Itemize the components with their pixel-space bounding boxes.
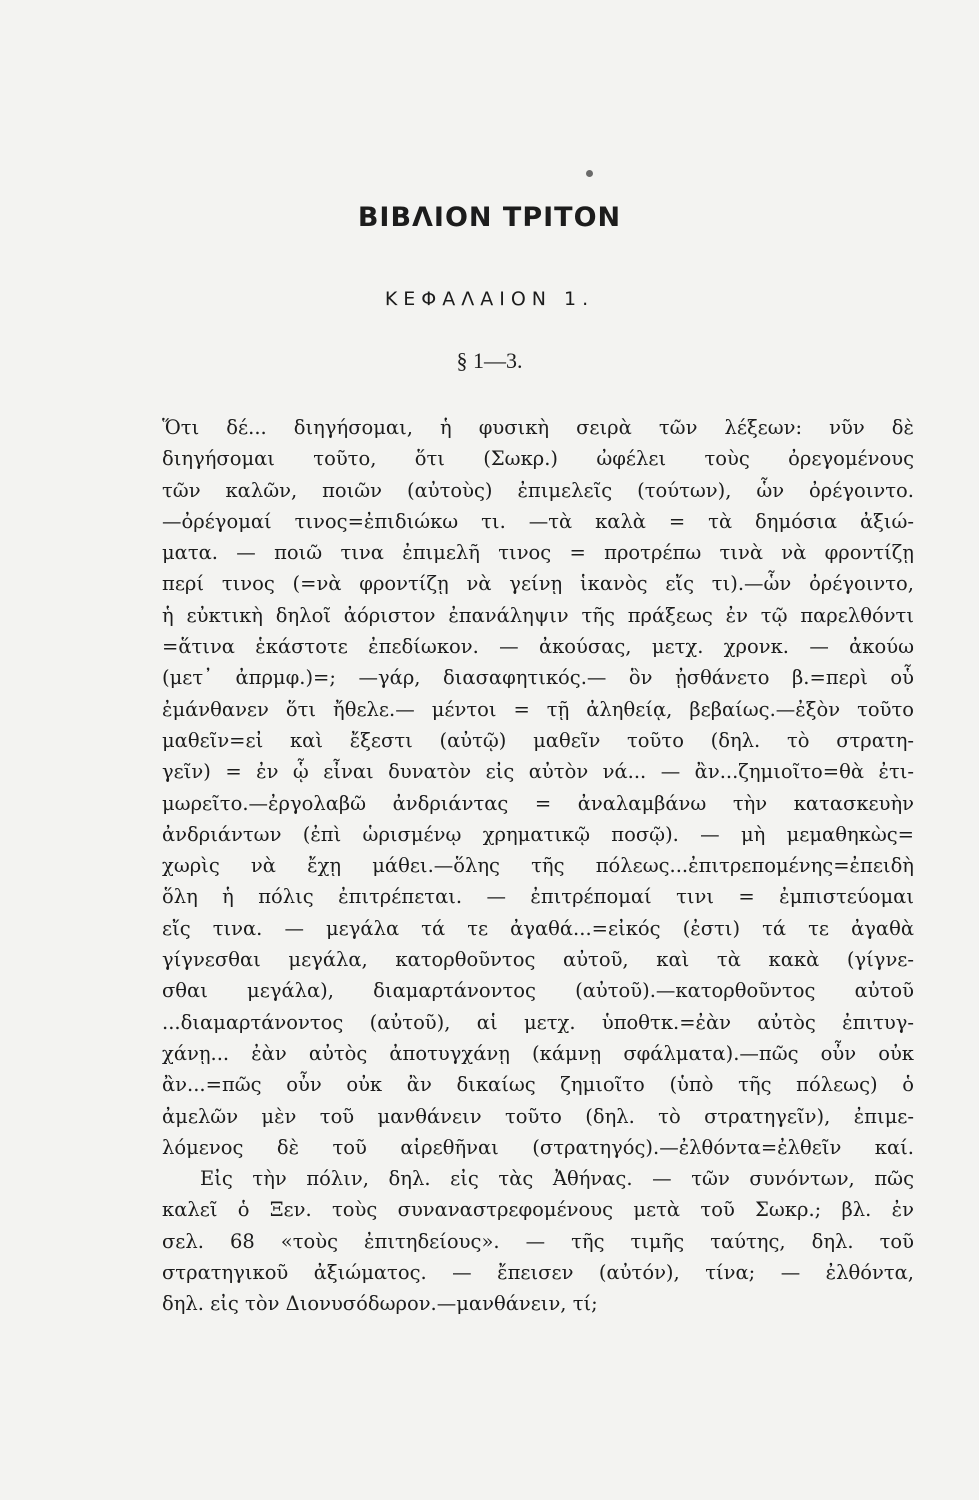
text-line: χάνῃ... ἐὰν αὐτὸς ἀποτυγχάνῃ (κάμνῃ σφάλματα).—πῶς οὖν οὐκ <box>162 1041 914 1065</box>
chapter-title: ΚΕΦΑΛΑΙΟΝ 1. <box>384 288 595 310</box>
book-title: ΒΙΒΛΙΟΝ ΤΡΙΤΟΝ <box>357 202 622 233</box>
text-line: ἐμάνθανεν ὅτι ἤθελε.— μέντοι = τῇ ἀληθείᾳ, βεβαίως.—ἐξὸν τοῦτο <box>162 697 914 721</box>
text-line: δηλ. εἰς τὸν Διονυσόδωρον.—μανθάνειν, τί; <box>162 1292 598 1316</box>
text-line: τῶν καλῶν, ποιῶν (αὐτοὺς) ἐπιμελεῖς (τούτων), ὧν ὀρέγοιντο. <box>162 478 914 502</box>
text-line: καλεῖ ὁ Ξεν. τοὺς συναναστρεφομένους μετὰ τοῦ Σωκρ.; βλ. ἐν <box>162 1198 914 1222</box>
text-line: στρατηγικοῦ ἀξιώματος. — ἔπεισεν (αὐτόν), τίνα; — ἐλθόντα, <box>162 1261 914 1285</box>
text-line: ἂν...=πῶς οὖν οὐκ ἂν δικαίως ζημιοῖτο (ὑπὸ τῆς πόλεως) ὁ <box>162 1073 914 1097</box>
printed-dot-mark <box>586 170 593 177</box>
text-line: ὅλη ἡ πόλις ἐπιτρέπεται. — ἐπιτρέπομαί τινι = ἐμπιστεύομαι <box>162 885 914 909</box>
text-line: χωρὶς νὰ ἔχῃ μάθει.—ὅλης τῆς πόλεως...ἐπιτρεπομένης=ἐπειδὴ <box>162 854 914 878</box>
text-line: —ὀρέγομαί τινος=ἐπιδιώκω τι. —τὰ καλὰ = τὰ δημόσια ἀξιώ- <box>162 509 914 533</box>
text-line: ἀμελῶν μὲν τοῦ μανθάνειν τοῦτο (δηλ. τὸ στρατηγεῖν), ἐπιμε- <box>162 1104 914 1128</box>
text-line: ἀνδριάντων (ἐπὶ ὡρισμένῳ χρηματικῷ ποσῷ). — μὴ μεμαθηκὼς= <box>162 822 914 846</box>
text-line: γεῖν) = ἐν ᾧ εἶναι δυνατὸν εἰς αὐτὸν νά... — ἂν...ζημιοῖτο=θὰ ἐτι- <box>162 760 914 784</box>
text-line: μωρεῖτο.—ἐργολαβῶ ἀνδριάντας = ἀναλαμβάνω τὴν κατασκευὴν <box>162 791 914 815</box>
commentary-text <box>162 412 914 1320</box>
text-line: μαθεῖν=εἰ καὶ ἔξεστι (αὐτῷ) μαθεῖν τοῦτο (δηλ. τὸ στρατη- <box>162 728 914 752</box>
text-line: εἴς τινα. — μεγάλα τά τε ἀγαθά...=εἰκός (ἐστι) τά τε ἀγαθὰ <box>162 916 914 940</box>
text-line: ματα. — ποιῶ τινα ἐπιμελῆ τινος = προτρέπω τινὰ νὰ φροντίζῃ <box>162 541 914 565</box>
text-line: ...διαμαρτάνοντος (αὐτοῦ), αἱ μετχ. ὑποθτκ.=ἐὰν αὐτὸς ἐπιτυγ- <box>162 1010 914 1034</box>
text-line: Ὅτι δέ... διηγήσομαι, ἡ φυσικὴ σειρὰ τῶν λέξεων: νῦν δὲ <box>162 416 914 439</box>
text-line: =ἅτινα ἑκάστοτε ἐπεδίωκον. — ἀκούσας, μετχ. χρονκ. — ἀκούω <box>162 635 914 659</box>
text-line: ἡ εὐκτικὴ δηλοῖ ἀόριστον ἐπανάληψιν τῆς πράξεως ἐν τῷ παρελθόντι <box>162 603 914 627</box>
text-line: σθαι μεγάλα), διαμαρτάνοντος (αὐτοῦ).—κατορθοῦντος αὐτοῦ <box>162 979 914 1003</box>
text-line: διηγήσομαι τοῦτο, ὅτι (Σωκρ.) ὠφέλει τοὺς ὀρεγομένους <box>162 447 914 471</box>
text-line: περί τινος (=νὰ φροντίζῃ νὰ γείνῃ ἱκανὸς εἴς τι).—ὧν ὀρέγοιντο, <box>162 572 914 596</box>
text-line: λόμενος δὲ τοῦ αἱρεθῆναι (στρατηγός).—ἐλθόντα=ἐλθεῖν καί. <box>162 1135 914 1159</box>
text-line: Εἰς τὴν πόλιν, δηλ. εἰς τὰς Ἀθήνας. — τῶν συνόντων, πῶς <box>200 1167 914 1191</box>
text-line: γίγνεσθαι μεγάλα, κατορθοῦντος αὐτοῦ, καὶ τὰ κακὰ (γίγνε- <box>162 948 914 972</box>
text-line: σελ. 68 «τοὺς ἐπιτηδείους». — τῆς τιμῆς ταύτης, δηλ. τοῦ <box>162 1229 914 1253</box>
text-line: (μετ᾽ ἀπρμφ.)=; —γάρ, διασαφητικός.— ὃν ᾐσθάνετο β.=περὶ οὗ <box>162 666 914 690</box>
section-number: § 1—3. <box>456 348 523 373</box>
